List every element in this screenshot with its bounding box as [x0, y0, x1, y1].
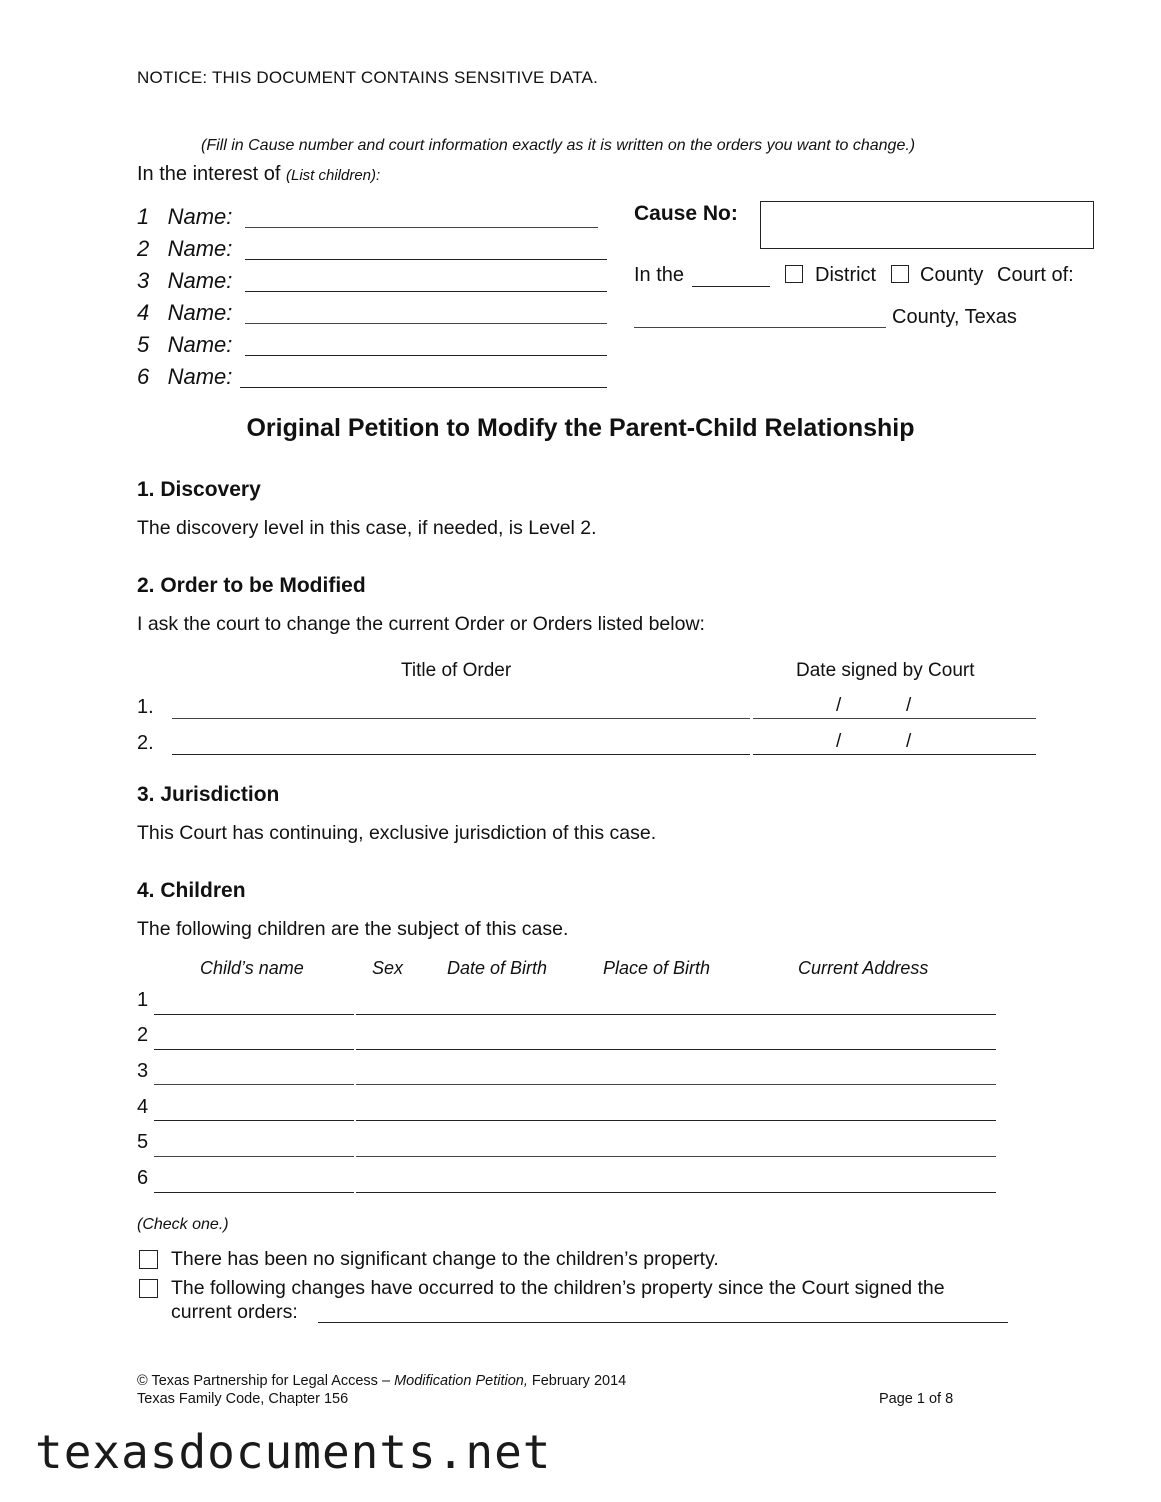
child-name-cell[interactable] — [154, 1014, 354, 1015]
no-change-checkbox[interactable] — [139, 1250, 158, 1269]
order-date-input[interactable] — [753, 718, 1036, 719]
child-name-cell[interactable] — [154, 1049, 354, 1050]
child-details-cell[interactable] — [356, 1156, 996, 1157]
child-name-row: 4 Name: — [137, 300, 233, 325]
document-title: Original Petition to Modify the Parent-Child Relationship — [246, 414, 915, 442]
child-name-input[interactable] — [245, 291, 607, 292]
interest-label — [137, 163, 380, 186]
cause-number-label: Cause No: — [634, 202, 738, 225]
child-name-cell[interactable] — [154, 1084, 354, 1085]
order-title-input[interactable] — [172, 718, 750, 719]
county-name-input[interactable] — [634, 327, 886, 328]
child-details-cell[interactable] — [356, 1084, 996, 1085]
col-date-of-birth: Date of Birth — [447, 958, 548, 978]
changes-text-cont: current orders: — [171, 1301, 298, 1323]
child-name-row: 3 Name: — [137, 268, 233, 293]
child-name-row: 2 Name: — [137, 236, 233, 261]
child-details-cell[interactable] — [356, 1014, 996, 1015]
order-row-number: 1. — [137, 696, 154, 718]
order-title-input[interactable] — [172, 754, 750, 755]
cause-number-input[interactable] — [760, 201, 1094, 249]
child-details-cell[interactable] — [356, 1049, 996, 1050]
site-watermark: texasdocuments.net — [35, 1425, 552, 1479]
child-row-number: 1 — [137, 989, 149, 1011]
date-slash: / — [906, 695, 912, 716]
col-place-of-birth: Place of Birth — [603, 958, 711, 978]
col-current-address: Current Address — [798, 958, 929, 978]
child-name-input[interactable] — [245, 227, 598, 228]
child-name-input[interactable] — [245, 259, 607, 260]
date-slash: / — [836, 731, 842, 752]
child-row-number: 3 — [137, 1060, 149, 1082]
child-details-cell[interactable] — [356, 1192, 996, 1193]
child-name-row: 6 Name: — [137, 364, 233, 389]
child-row-number: 4 — [137, 1096, 149, 1118]
child-name-input[interactable] — [245, 323, 607, 324]
check-one-note: (Check one.) — [137, 1216, 229, 1233]
child-name-row: 5 Name: — [137, 332, 233, 357]
child-name-cell[interactable] — [154, 1156, 354, 1157]
child-row-number: 2 — [137, 1024, 149, 1046]
children-heading: 4. Children — [137, 879, 246, 902]
date-signed-header: Date signed by Court — [796, 660, 975, 681]
order-row-number: 2. — [137, 732, 154, 754]
fill-instruction: (Fill in Cause number and court information exactly as it is written on the orders you want to change.) — [201, 137, 916, 154]
child-name-cell[interactable] — [154, 1120, 354, 1121]
interest-hint: (List children): — [285, 167, 381, 184]
child-row-number: 5 — [137, 1131, 149, 1153]
jurisdiction-text: This Court has continuing, exclusive jurisdiction of this case. — [137, 822, 657, 844]
col-child-name: Child’s name — [200, 958, 304, 978]
footer-code: Texas Family Code, Chapter 156 — [137, 1391, 349, 1407]
county-label: County — [920, 264, 984, 286]
col-sex: Sex — [372, 958, 404, 978]
county-texas-label: County, Texas — [892, 306, 1017, 328]
order-heading: 2. Order to be Modified — [137, 574, 366, 597]
discovery-text: The discovery level in this case, if needed, is Level 2. — [137, 517, 597, 539]
in-the-label: In the — [634, 264, 685, 286]
county-checkbox[interactable] — [891, 265, 909, 283]
property-changes-input[interactable] — [318, 1322, 1008, 1323]
page-number: Page 1 of 8 — [879, 1391, 954, 1407]
child-details-cell[interactable] — [356, 1120, 996, 1121]
child-name-input[interactable] — [240, 387, 607, 388]
order-date-input[interactable] — [753, 754, 1036, 755]
order-text: I ask the court to change the current Order or Orders listed below: — [137, 613, 705, 635]
no-change-text: There has been no significant change to the children’s property. — [171, 1248, 719, 1270]
child-name-row: 1 Name: — [137, 204, 233, 229]
interest-text: In the interest of — [137, 163, 281, 185]
changes-checkbox[interactable] — [139, 1279, 158, 1298]
sensitive-notice: NOTICE: THIS DOCUMENT CONTAINS SENSITIVE DATA. — [137, 68, 599, 87]
child-name-cell[interactable] — [154, 1192, 354, 1193]
jurisdiction-heading: 3. Jurisdiction — [137, 783, 280, 806]
child-row-number: 6 — [137, 1167, 149, 1189]
date-slash: / — [906, 731, 912, 752]
discovery-heading: 1. Discovery — [137, 478, 261, 501]
child-name-input[interactable] — [245, 355, 607, 356]
children-text: The following children are the subject of this case. — [137, 918, 569, 940]
title-of-order-header: Title of Order — [401, 660, 512, 681]
footer-copyright: © Texas Partnership for Legal Access – Modification Petition, February 2014 — [137, 1373, 627, 1389]
date-slash: / — [836, 695, 842, 716]
changes-text: The following changes have occurred to the children’s property since the Court signed the — [171, 1277, 945, 1299]
district-label: District — [815, 264, 877, 286]
district-checkbox[interactable] — [785, 265, 803, 283]
court-number-input[interactable] — [692, 286, 770, 287]
court-of-label: Court of: — [997, 264, 1074, 286]
